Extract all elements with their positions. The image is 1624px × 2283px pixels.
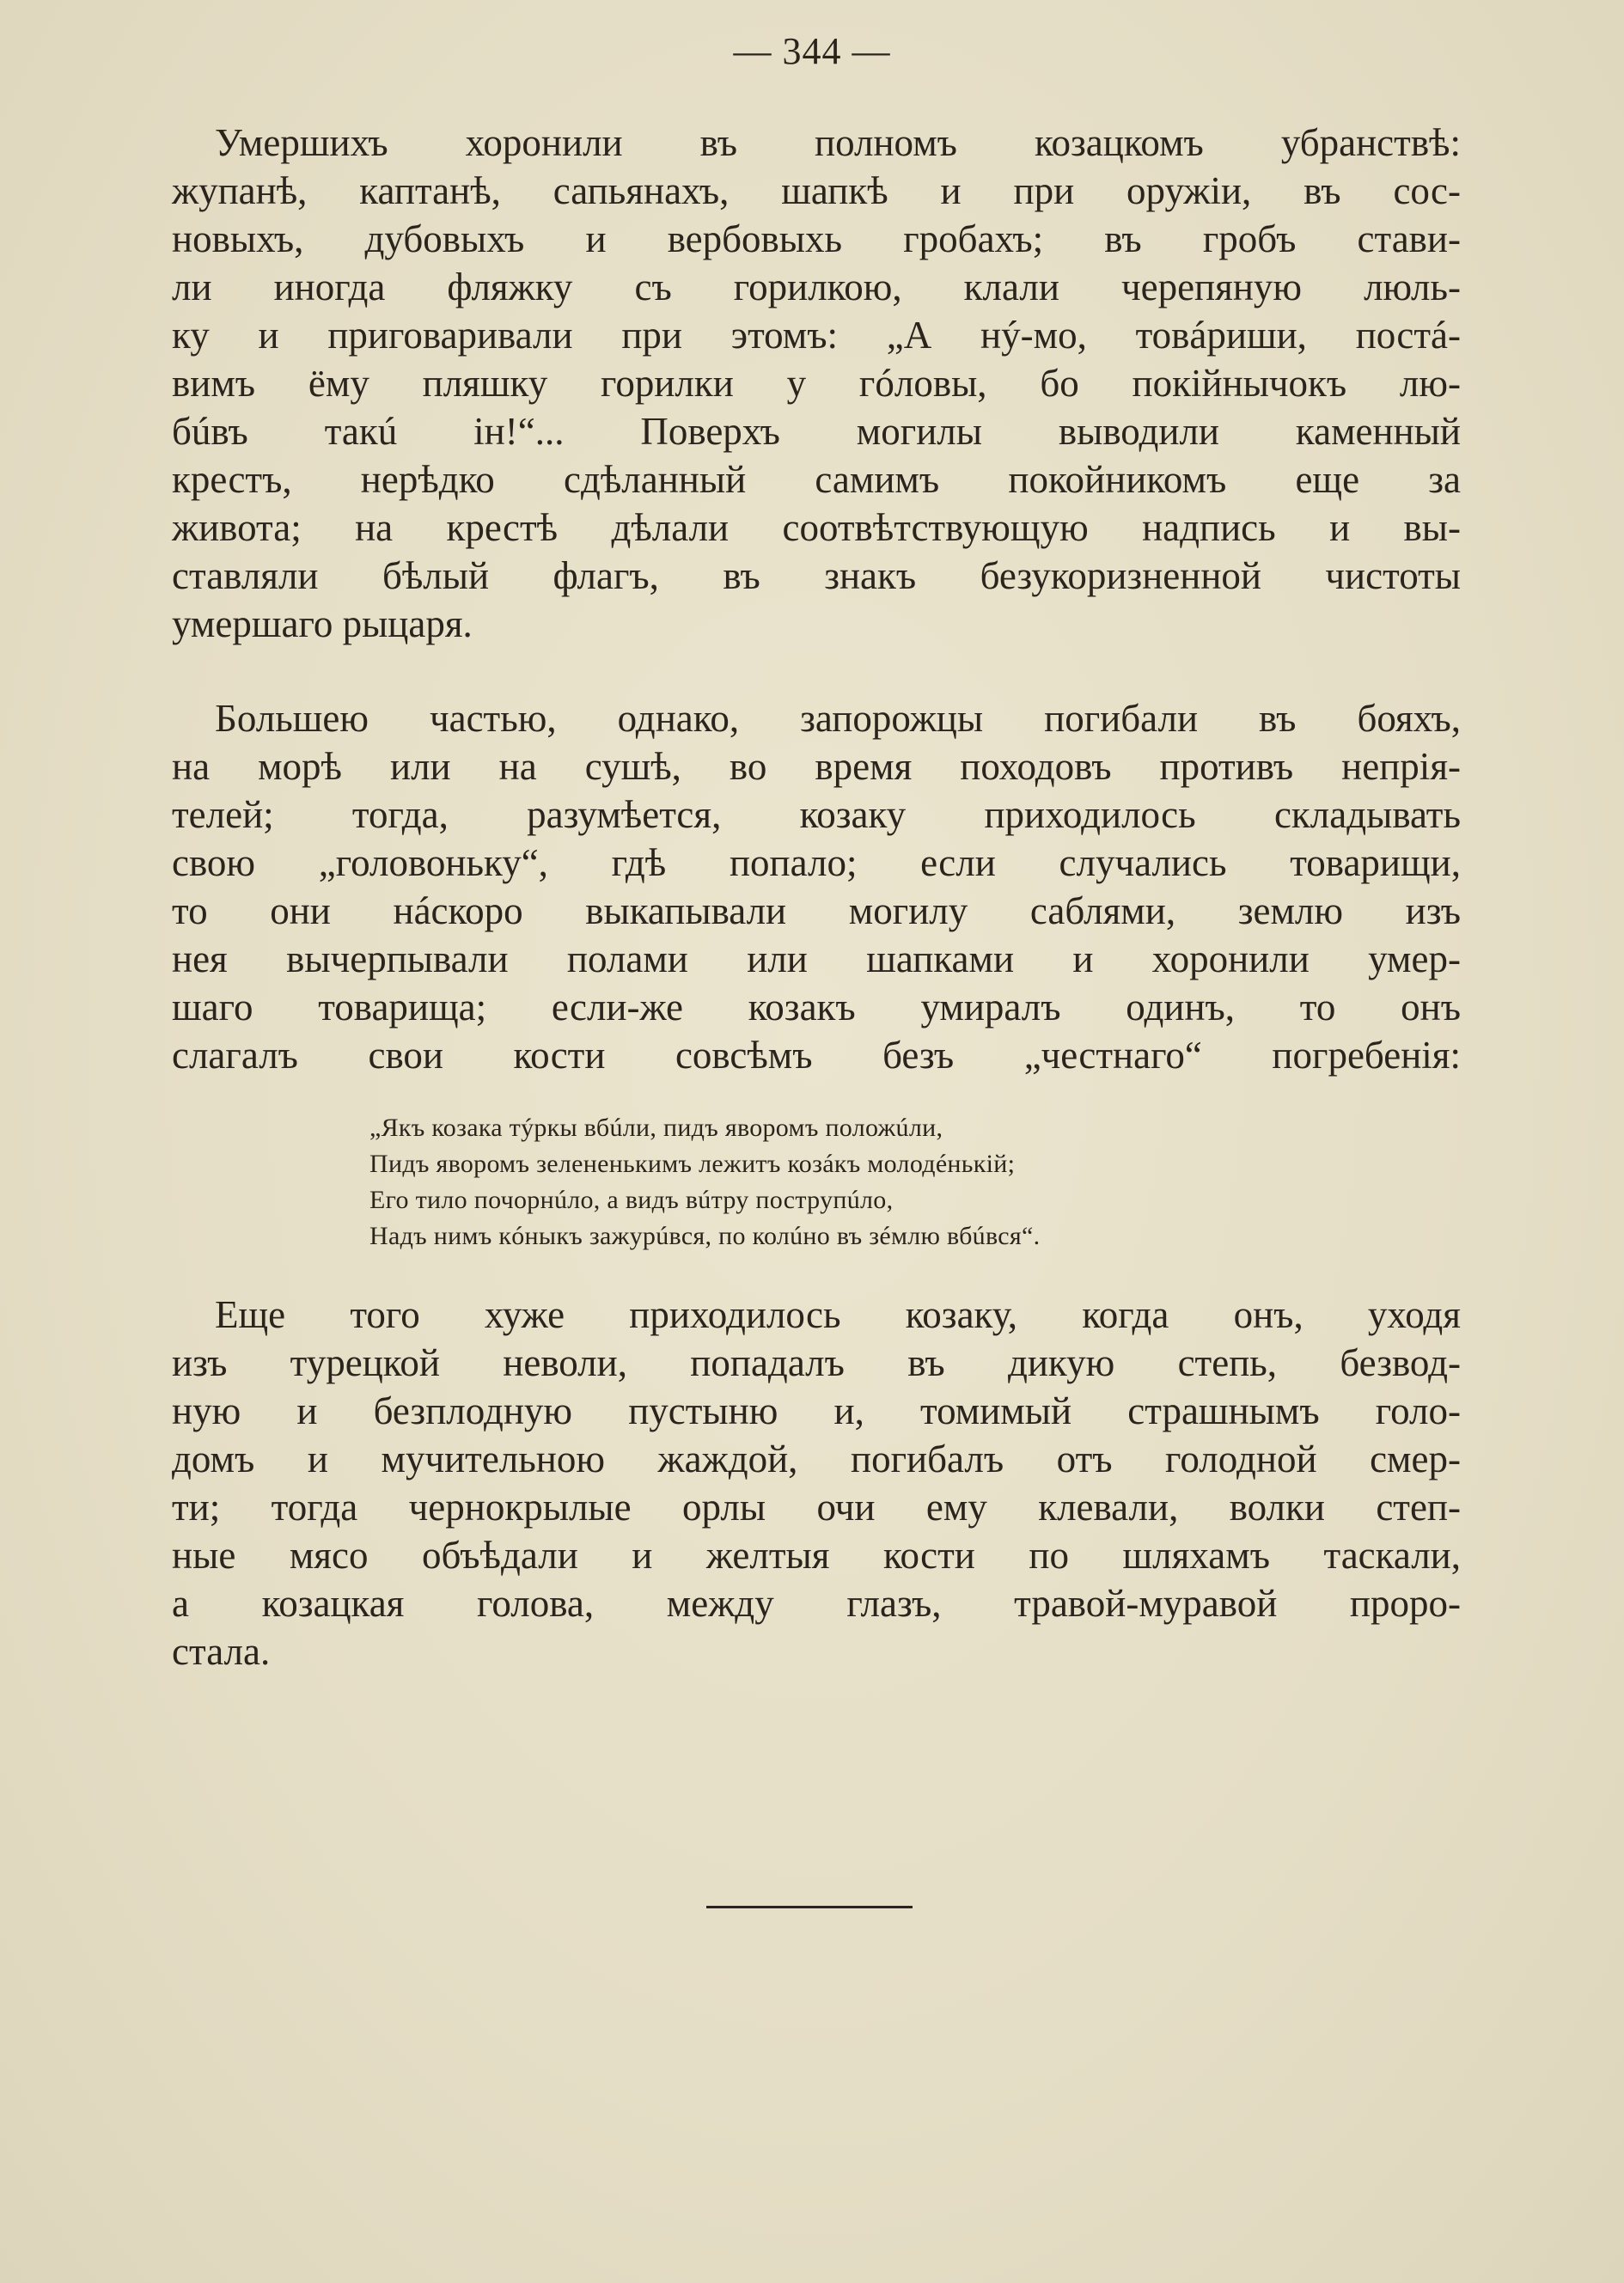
text-line: шаго товарища; если-же козакъ умиралъ одинъ, то онъ [172, 986, 1461, 1029]
text-line: ти; тогда чернокрылые орлы очи ему клевали, волки степ- [172, 1486, 1461, 1529]
text-line: умершаго рыцаря. [172, 602, 473, 645]
poem-line: Его тило почорнúло, а видъ вúтру пострупúло, [369, 1186, 894, 1214]
text-line: новыхъ, дубовыхъ и вербовыхь гробахъ; въ гробъ стави- [172, 217, 1461, 260]
poem-quote [369, 1110, 1340, 1254]
poem-line: Надъ нимъ кóныкъ зажурúвся, по колúно въ зéмлю вбúвся“. [369, 1222, 1041, 1250]
text-line: бúвъ такú iн!“... Поверхъ могилы выводили каменный [172, 410, 1461, 453]
text-line: ные мясо объѣдали и желтыя кости по шляхамъ таскали, [172, 1534, 1461, 1577]
text-line: свою „головоньку“, гдѣ попало; если случались товарищи, [172, 841, 1461, 884]
page-number: — 344 — [733, 30, 891, 72]
text-line: на морѣ или на сушѣ, во время походовъ противъ непрія- [172, 745, 1461, 788]
text-line: телей; тогда, разумѣется, козаку приходилось складывать [172, 793, 1461, 836]
text-line: а козацкая голова, между глазъ, травой-муравой проро- [172, 1582, 1461, 1625]
poem-line: „Якъ козака тýркы вбúли, пидъ яворомъ положúли, [369, 1114, 943, 1142]
text-line: ную и безплодную пустыню и, томимый страшнымъ голо- [172, 1389, 1461, 1432]
text-line: Умершихъ хоронили въ полномъ козацкомъ убранствѣ: [215, 121, 1461, 164]
text-line: то они нáскоро выкапывали могилу саблями, землю изъ [172, 889, 1461, 932]
text-line: жупанѣ, каптанѣ, сапьянахъ, шапкѣ и при оружіи, въ сос- [172, 169, 1461, 212]
text-line: изъ турецкой неволи, попадалъ въ дикую степь, безвод- [172, 1341, 1461, 1384]
text-line: стала. [172, 1630, 271, 1673]
text-line: слагалъ свои кости совсѣмъ безъ „честнаго“ погребенія: [172, 1034, 1461, 1077]
text-line: Большею частью, однако, запорожцы погибали въ бояхъ, [215, 697, 1461, 740]
paragraph-death-in-steppe [172, 1291, 1461, 1676]
text-line: нея вычерпывали полами или шапками и хоронили умер- [172, 937, 1461, 980]
text-line: ставляли бѣлый флагъ, въ знакъ безукоризненной чистоты [172, 554, 1461, 597]
text-line: крестъ, нерѣдко сдѣланный самимъ покойникомъ еще за [172, 458, 1461, 501]
text-line: ку и приговаривали при этомъ: „А нý-мо, товáриши, постá- [172, 314, 1461, 357]
text-line: ли иногда фляжку съ горилкою, клали черепяную люль- [172, 266, 1461, 308]
paragraph-burial-customs [172, 119, 1461, 648]
end-rule [706, 1906, 913, 1908]
text-line: домъ и мучительною жаждой, погибалъ отъ голодной смер- [172, 1438, 1461, 1480]
text-line: вимъ ёму пляшку горилки у гóловы, бо покiйнычокъ лю- [172, 362, 1461, 405]
text-line: Еще того хуже приходилось козаку, когда онъ, уходя [215, 1293, 1461, 1336]
poem-line: Пидъ яворомъ зелененькимъ лежитъ козáкъ молодéнькiй; [369, 1150, 1016, 1178]
paragraph-death-in-battle [172, 694, 1461, 1079]
text-line: живота; на крестѣ дѣлали соотвѣтствующую надпись и вы- [172, 506, 1461, 549]
